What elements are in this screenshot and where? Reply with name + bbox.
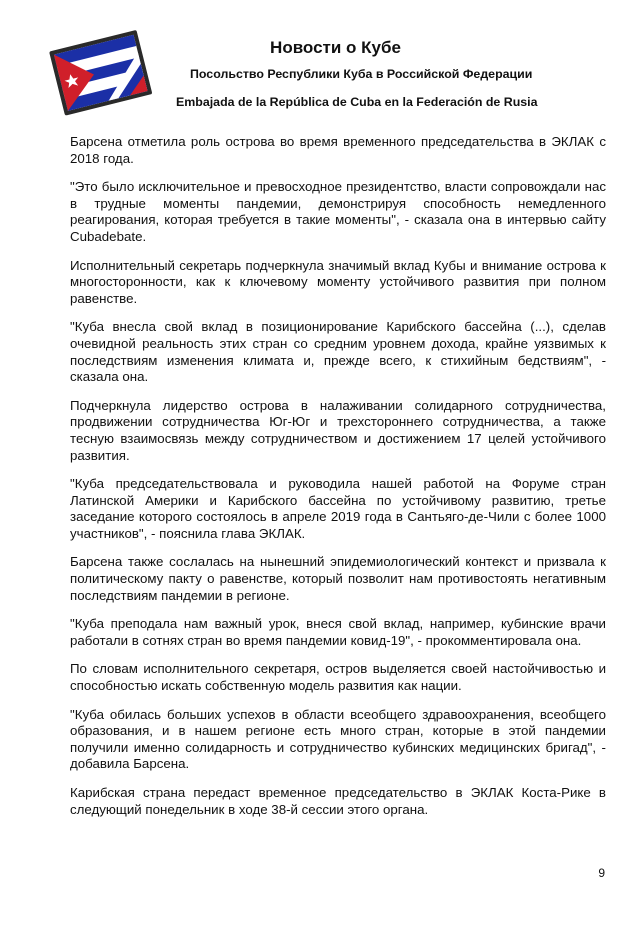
paragraph: По словам исполнительного секретаря, остров выделяется своей настойчивостью и способностью искать собственную модель развития как нации. bbox=[70, 661, 606, 694]
paragraph: Барсена отметила роль острова во время временного председательства в ЭКЛАК с 2018 года. bbox=[70, 134, 606, 166]
paragraph: "Куба внесла свой вклад в позиционирование Карибского бассейна (...), сделав очевидной реальность этих стран со средним уровнем дохода, крайне уязвимых к последствиям изменения климата и, прежде всего, к стихийным бедствиям", - сказала она. bbox=[70, 319, 606, 385]
embassy-name-ru: Посольство Республики Куба в Российской Федерации bbox=[190, 67, 533, 81]
paragraph: Барсена также сослалась на нынешний эпидемиологический контекст и призвала к политическому пакту о равенстве, который позволит нам противостоять негативным последствиям пандемии в регионе. bbox=[70, 554, 606, 603]
paragraph: "Это было исключительное и превосходное президентство, власти сопровождали нас в трудные моменты пандемии, демонстрируя способность немедленного реагирования, которая требуется в такие моменты", - сказала она в интервью сайту Cubadebate. bbox=[70, 179, 606, 244]
paragraph: "Куба председательствовала и руководила нашей работой на Форуме стран Латинской Америки и Карибского бассейна по устойчивому развитию, третье заседание которого состоялось в апреле 2019 года в Сантьяго-де-Чили с более 1000 участников", - пояснила глава ЭКЛАК. bbox=[70, 476, 606, 541]
paragraph: Исполнительный секретарь подчеркнула значимый вклад Кубы и внимание острова к многосторонности, как к ключевому моменту устойчивого развития при полном равенстве. bbox=[70, 257, 606, 306]
paragraph: Подчеркнула лидерство острова в налаживании солидарного сотрудничества, продвижении сотрудничества Юг-Юг и трехстороннего сотрудничества, а также тесную взаимосвязь между сотрудничеством и достижением 17 целей устойчивого развития. bbox=[70, 397, 606, 463]
page-title: Новости о Кубе bbox=[270, 38, 401, 57]
embassy-name-es: Embajada de la República de Cuba en la Federación de Rusia bbox=[176, 95, 538, 109]
paragraph: "Куба преподала нам важный урок, внеся свой вклад, например, кубинские врачи работали в сотнях стран во время пандемии ковид-19", - прокомментировала она. bbox=[70, 616, 606, 648]
article-body bbox=[70, 134, 606, 830]
paragraph: "Куба обилась больших успехов в области всеобщего здравоохранения, всеобщего образования, и в нашем регионе есть много стран, которые в этой пандемии получили именно солидарность и сотрудничество кубинских медицинских бригад", - добавила Барсена. bbox=[70, 706, 606, 772]
page-number: 9 bbox=[598, 866, 605, 880]
paragraph: Карибская страна передаст временное председательство в ЭКЛАК Коста-Рике в следующий понедельник в ходе 38-й сессии этого органа. bbox=[70, 785, 606, 817]
